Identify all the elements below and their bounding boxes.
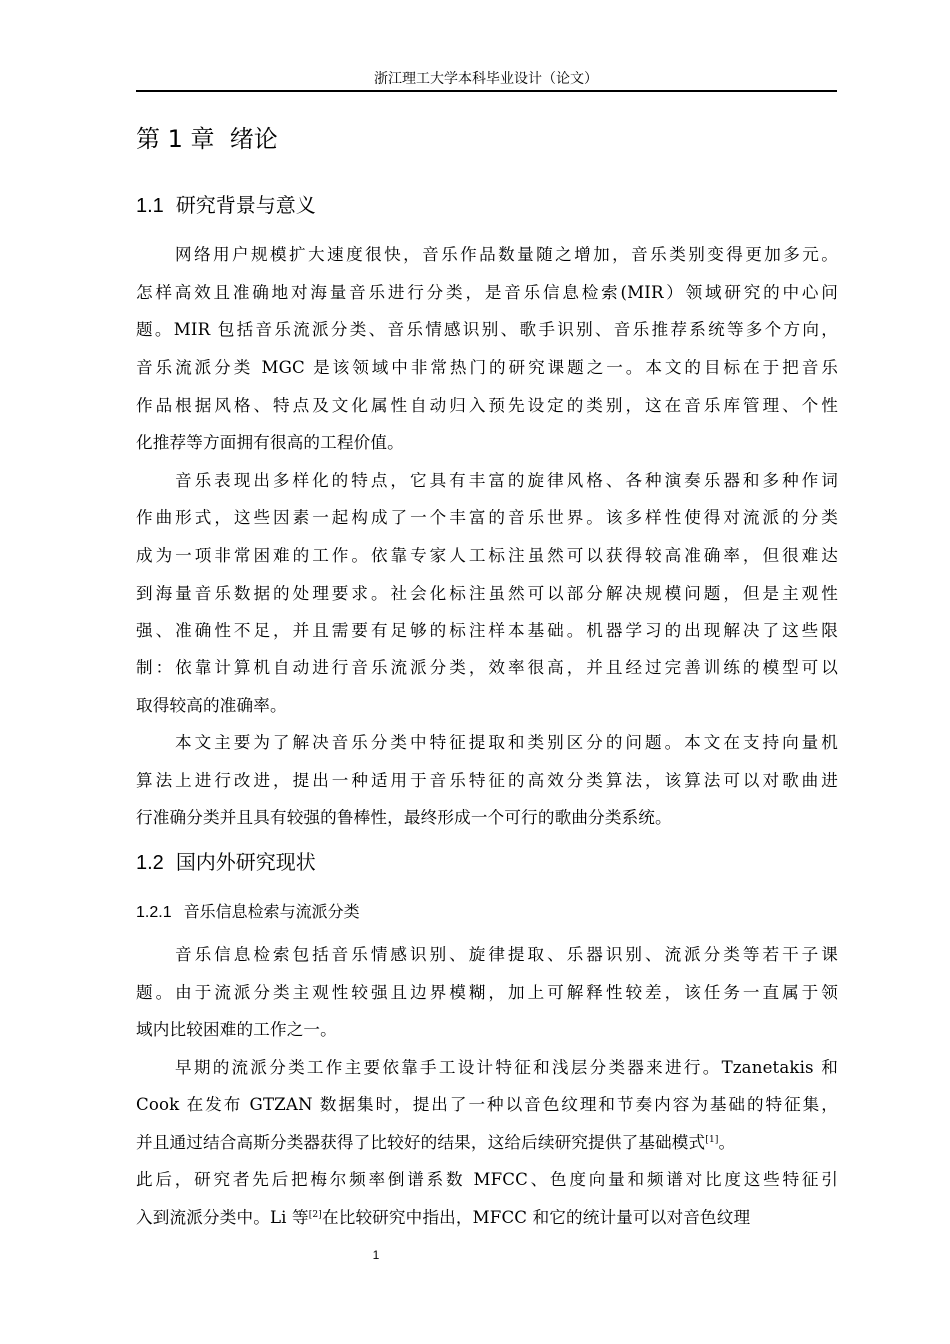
paragraph-line: 制：依靠计算机自动进行音乐流派分类，效率很高，并且经过完善训练的模型可以 bbox=[136, 658, 838, 677]
page-number: 1 bbox=[372, 1248, 380, 1262]
paragraph-line: 此后，研究者先后把梅尔频率倒谱系数 MFCC、色度向量和频谱对比度这些特征引 bbox=[136, 1170, 838, 1189]
paragraph-line: 作品根据风格、特点及文化属性自动归入预先设定的类别，这在音乐库管理、个性 bbox=[136, 396, 838, 415]
paragraph-line: 到海量音乐数据的处理要求。社会化标注虽然可以部分解决规模问题，但是主观性 bbox=[136, 584, 838, 603]
paragraph-line: 早期的流派分类工作主要依靠手工设计特征和浅层分类器来进行。Tzanetakis 和 bbox=[175, 1058, 838, 1077]
section-heading-1-2 bbox=[136, 848, 316, 877]
paragraph-line: 取得较高的准确率。 bbox=[136, 696, 287, 715]
subsection-heading-1-2-1 bbox=[136, 900, 360, 925]
paragraph-line: 网络用户规模扩大速度很快，音乐作品数量随之增加，音乐类别变得更加多元。 bbox=[175, 245, 838, 264]
subsection-title: 音乐信息检索与流派分类 bbox=[183, 902, 360, 921]
paragraph-line-with-citation: 并且通过结合高斯分类器获得了比较好的结果，这给后续研究提供了基础模式[1]。 bbox=[136, 1133, 736, 1152]
paragraph-line: 音乐表现出多样化的特点，它具有丰富的旋律风格、各种演奏乐器和多种作词 bbox=[175, 471, 838, 490]
section-title: 国内外研究现状 bbox=[175, 850, 316, 874]
paragraph-line: 题。MIR 包括音乐流派分类、音乐情感识别、歌手识别、音乐推荐系统等多个方向， bbox=[136, 320, 838, 339]
chapter-number: 第 1 章 bbox=[136, 125, 215, 153]
paragraph-line: 怎样高效且准确地对海量音乐进行分类，是音乐信息检索(MIR）领域研究的中心问 bbox=[136, 283, 838, 302]
section-number: 1.1 bbox=[136, 195, 164, 217]
subsection-number: 1.2.1 bbox=[136, 904, 172, 921]
section-heading-1-1 bbox=[136, 191, 316, 220]
paragraph-line: 强、准确性不足，并且需要有足够的标注样本基础。机器学习的出现解决了这些限 bbox=[136, 621, 838, 640]
paragraph-line: 化推荐等方面拥有很高的工程价值。 bbox=[136, 433, 404, 452]
citation-1: [1] bbox=[705, 1135, 719, 1145]
paragraph-line: 算法上进行改进，提出一种适用于音乐特征的高效分类算法，该算法可以对歌曲进 bbox=[136, 771, 838, 790]
paragraph-line-with-citation: 入到流派分类中。Li 等[2]在比较研究中指出，MFCC 和它的统计量可以对音色纹理 bbox=[136, 1208, 751, 1227]
paragraph-line: 音乐信息检索包括音乐情感识别、旋律提取、乐器识别、流派分类等若干子课 bbox=[175, 945, 838, 964]
paragraph-line: 行准确分类并且具有较强的鲁棒性，最终形成一个可行的歌曲分类系统。 bbox=[136, 808, 672, 827]
header-rule bbox=[136, 90, 837, 92]
paragraph-line: 音乐流派分类 MGC 是该领域中非常热门的研究课题之一。本文的目标在于把音乐 bbox=[136, 358, 838, 377]
section-title: 研究背景与意义 bbox=[175, 193, 316, 217]
paragraph-line: 域内比较困难的工作之一。 bbox=[136, 1020, 337, 1039]
running-header: 浙江理工大学本科毕业设计（论文） bbox=[374, 71, 598, 87]
paragraph-line: 成为一项非常困难的工作。依靠专家人工标注虽然可以获得较高准确率，但很难达 bbox=[136, 546, 838, 565]
paragraph-line: 作曲形式，这些因素一起构成了一个丰富的音乐世界。该多样性使得对流派的分类 bbox=[136, 508, 838, 527]
paragraph-line: 题。由于流派分类主观性较强且边界模糊，加上可解释性较差，该任务一直属于领 bbox=[136, 983, 838, 1002]
chapter-heading bbox=[136, 122, 278, 156]
section-number: 1.2 bbox=[136, 852, 164, 874]
citation-2: [2] bbox=[308, 1210, 322, 1220]
chapter-title: 绪论 bbox=[229, 125, 278, 153]
paragraph-line: 本文主要为了解决音乐分类中特征提取和类别区分的问题。本文在支持向量机 bbox=[175, 733, 838, 752]
paragraph-line: Cook 在发布 GTZAN 数据集时，提出了一种以音色纹理和节奏内容为基础的特征集， bbox=[136, 1095, 838, 1114]
